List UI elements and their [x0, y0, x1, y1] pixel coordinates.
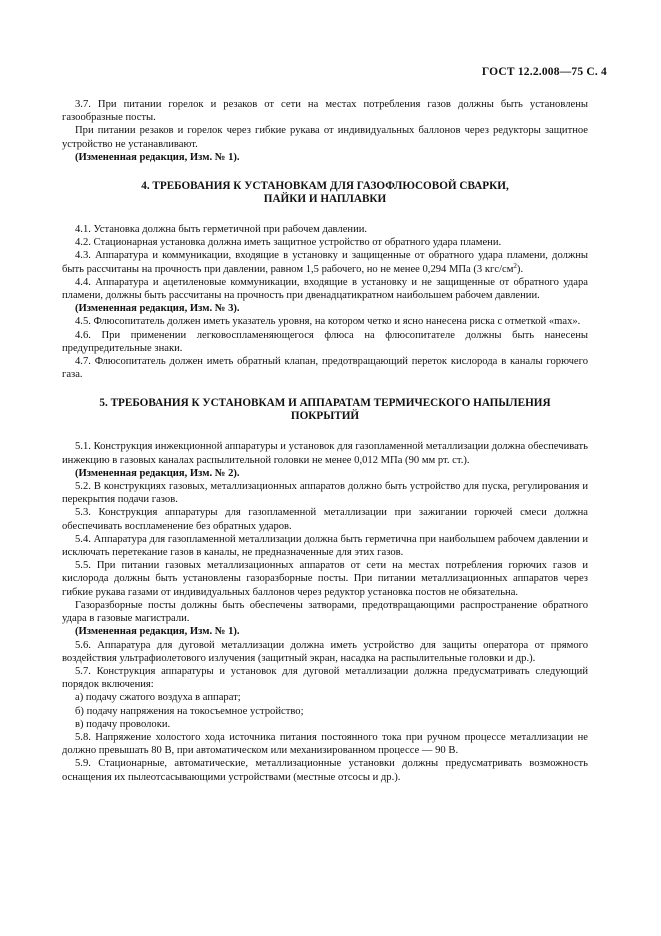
paragraph-5-4: 5.4. Аппаратура для газопламенной металлизации должна быть герметична при наибольшем рабочем давлении и исключать перетекание газов в каналы, не предназначенные для этих газов.	[62, 533, 588, 559]
list-item-b: б) подачу напряжения на токосъемное устройство;	[75, 705, 304, 717]
page-header: ГОСТ 12.2.008—75 С. 4	[481, 66, 607, 78]
paragraph-3-7: 3.7. При питании горелок и резаков от сети на местах потребления газов должны быть установлены газообразные посты.	[62, 99, 588, 124]
section-4-heading	[62, 180, 588, 206]
amendment-note: (Измененная редакция, Изм. № 1).	[75, 626, 240, 638]
amendment-note: (Измененная редакция, Изм. № 1).	[75, 151, 240, 163]
paragraph-5-5: 5.5. При питании газовых металлизационных аппаратов от сети на местах потребления горючих газов и кислорода должны быть установлены газоразборные посты. При питании металлизационных аппаратов через гибкие рукава газами от индивидуальных баллонов через редуктор установка постов не обязательна.	[62, 560, 588, 598]
paragraph-3-7-b: При питании резаков и горелок через гибкие рукава от индивидуальных баллонов через редукторы защитное устройство не устанавливают.	[62, 125, 588, 150]
section-5-title-line1: 5. ТРЕБОВАНИЯ К УСТАНОВКАМ И АППАРАТАМ ТЕРМИЧЕСКОГО НАПЫЛЕНИЯ	[99, 397, 551, 410]
paragraph-4-6: 4.6. При применении легковоспламеняющегося флюса на флюсопитателе должны быть нанесены предупредительные знаки.	[62, 329, 588, 354]
document-body	[62, 98, 588, 784]
amendment-note: (Измененная редакция, Изм. № 2).	[75, 467, 240, 479]
list-item-a: а) подачу сжатого воздуха в аппарат;	[75, 692, 241, 704]
paragraph-4-4: 4.4. Аппаратура и ацетиленовые коммуникации, входящие в установку и не защищенные от обратного удара пламени, должны быть рассчитаны на прочность при двенадцатикратном наибольшем рабочем давлении.	[62, 276, 588, 302]
section-5-heading	[62, 397, 588, 423]
paragraph-5-5-b: Газоразборные посты должны быть обеспечены затворами, предотвращающими распространение обратного удара в газовые магистрали.	[62, 599, 588, 625]
paragraph-5-6: 5.6. Аппаратура для дуговой металлизации должна иметь устройство для защиты оператора от прямого воздействия ультрафиолетового излучения (защитный экран, насадка на распылительные головки и др.).	[62, 639, 588, 664]
paragraph-4-3	[62, 249, 588, 275]
paragraph-4-2: 4.2. Стационарная установка должна иметь защитное устройство от обратного удара пламени.	[75, 237, 502, 249]
amendment-note: (Измененная редакция, Изм. № 3).	[75, 303, 240, 315]
paragraph-5-3: 5.3. Конструкция аппаратуры для газопламенной металлизации при зажигании горючей смеси должна обеспечивать воспламенение без обратных ударов.	[62, 507, 588, 532]
paragraph-5-8: 5.8. Напряжение холостого хода источника питания постоянного тока при ручном процессе металлизации не должно превышать 80 В, при автоматическом или механизированном процессе — 90 В.	[62, 731, 588, 757]
superscript: 2	[513, 261, 517, 270]
paragraph-5-9: 5.9. Стационарные, автоматические, металлизационные установки должны предусматривать возможность оснащения их пылеотсасывающими устройствами (местные отсосы и др.).	[62, 758, 588, 783]
paragraph-4-3-end: ).	[516, 263, 524, 275]
paragraph-5-7: 5.7. Конструкция аппаратуры и установок для дуговой металлизации должна предусматривать следующий порядок включения:	[62, 665, 588, 691]
paragraph-5-1: 5.1. Конструкция инжекционной аппаратуры и установок для газопламенной металлизации должна обеспечивать инжекцию в газовых каналах распылительной головки не менее 0,012 МПа (90 мм рт. ст.).	[62, 441, 588, 466]
paragraph-4-5: 4.5. Флюсопитатель должен иметь указатель уровня, на котором четко и ясно нанесена риска с отметкой «max».	[75, 316, 581, 328]
paragraph-4-3-text: 4.3. Аппаратура и коммуникации, входящие в установку и защищенные от обратного удара пламени, должны быть рассчитаны на прочность при давлении, равном 1,5 рабочего, но не менее 0,294 МПа (3 кгс/см	[62, 250, 588, 275]
paragraph-4-1: 4.1. Установка должна быть герметичной при рабочем давлении.	[75, 224, 368, 236]
section-4-title-line1: 4. ТРЕБОВАНИЯ К УСТАНОВКАМ ДЛЯ ГАЗОФЛЮСОВОЙ СВАРКИ,	[141, 180, 509, 193]
paragraph-5-2: 5.2. В конструкциях газовых, металлизационных аппаратов должно быть устройство для пуска, регулирования и перекрытия подачи газов.	[62, 481, 588, 506]
section-5-title-line2: ПОКРЫТИЙ	[290, 410, 360, 423]
list-item-c: в) подачу проволоки.	[75, 718, 171, 730]
paragraph-4-7: 4.7. Флюсопитатель должен иметь обратный клапан, предотвращающий переток кислорода в каналы горючего газа.	[62, 356, 588, 381]
section-4-title-line2: ПАЙКИ И НАПЛАВКИ	[263, 193, 387, 206]
